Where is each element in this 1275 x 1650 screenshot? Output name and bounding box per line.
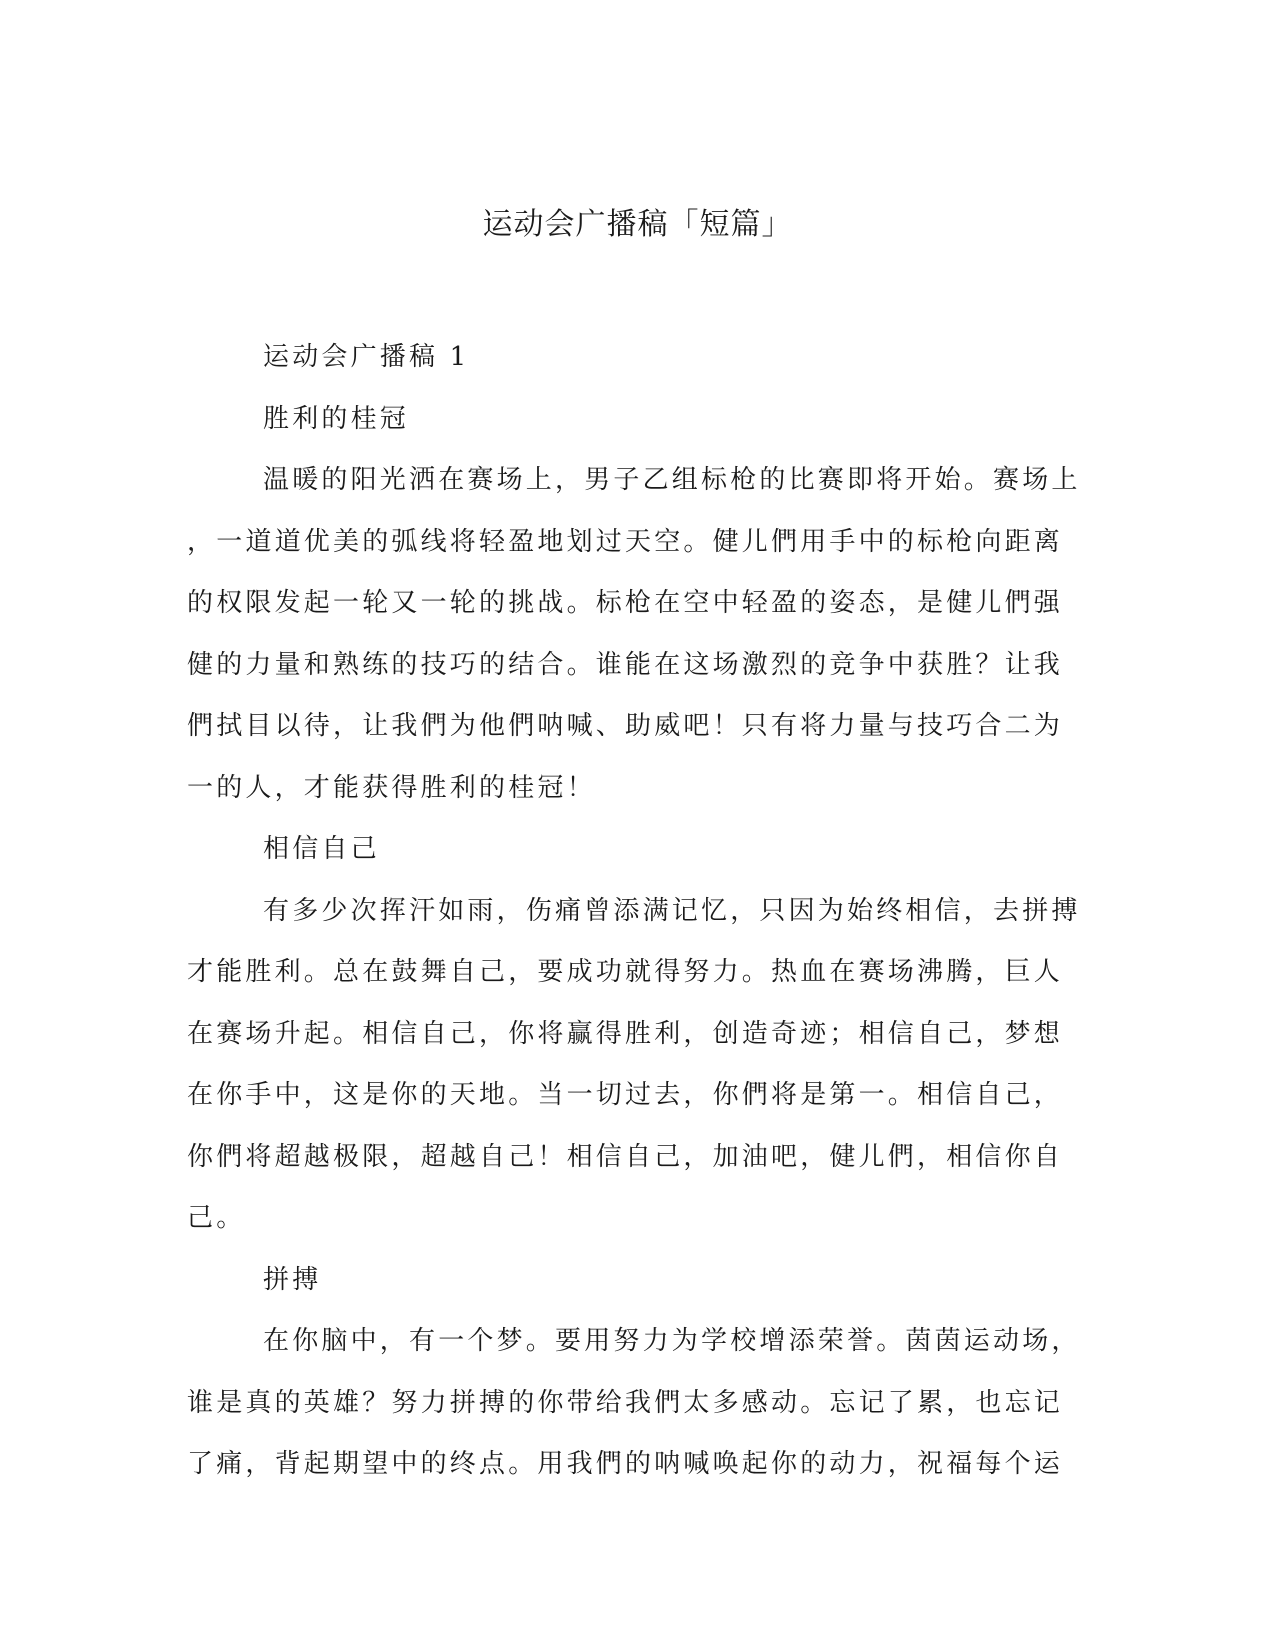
- text-line: 在你脑中，有一个梦。要用努力为学校增添荣誉。茵茵运动场，: [263, 1326, 1081, 1356]
- text-line: 健的力量和熟练的技巧的结合。谁能在这场激烈的竞争中获胜？让我: [187, 649, 1064, 680]
- section-title: 运动会广播稿 1: [263, 342, 470, 372]
- text-line: 你們将超越极限，超越自己！相信自己，加油吧，健儿們，相信你自: [187, 1141, 1064, 1172]
- subheading-strive: 拼搏: [263, 1264, 322, 1295]
- text-line: 的权限发起一轮又一轮的挑战。标枪在空中轻盈的姿态，是健儿們强: [187, 588, 1064, 618]
- paragraph-strive: [187, 1311, 1087, 1496]
- text-line: 才能胜利。总在鼓舞自己，要成功就得努力。热血在赛场沸腾，巨人: [187, 957, 1064, 987]
- text-line: 温暖的阳光洒在赛场上，男子乙组标枪的比赛即将开始。赛场上: [263, 465, 1081, 495]
- text-line: 了痛，背起期望中的终点。用我們的呐喊唤起你的动力，祝福每个运: [187, 1449, 1064, 1479]
- text-line: 在赛场升起。相信自己，你将赢得胜利，创造奇迹；相信自己，梦想: [187, 1018, 1064, 1049]
- paragraph-believe-yourself: [187, 881, 1087, 1250]
- text-line: 己。: [187, 1203, 246, 1233]
- text-line: 有多少次挥汗如雨，伤痛曾添满记忆，只因为始终相信，去拼搏: [263, 895, 1081, 926]
- text-line: ，一道道优美的弧线将轻盈地划过天空。健儿們用手中的标枪向距离: [187, 526, 1064, 557]
- text-line: 在你手中，这是你的天地。当一切过去，你們将是第一。相信自己，: [187, 1080, 1064, 1110]
- paragraph-victory-laurel: [187, 450, 1087, 819]
- subheading-believe-yourself: 相信自己: [263, 834, 380, 864]
- text-line: 一的人，才能获得胜利的桂冠！: [187, 772, 596, 803]
- subheading-victory-laurel: 胜利的桂冠: [263, 403, 410, 434]
- text-line: 們拭目以待，让我們为他們呐喊、助威吧！只有将力量与技巧合二为: [187, 711, 1064, 741]
- document-title: 运动会广播稿「短篇」: [482, 207, 793, 242]
- text-line: 谁是真的英雄？努力拼搏的你带给我們太多感动。忘记了累，也忘记: [187, 1387, 1064, 1418]
- document-body: [187, 327, 1087, 1496]
